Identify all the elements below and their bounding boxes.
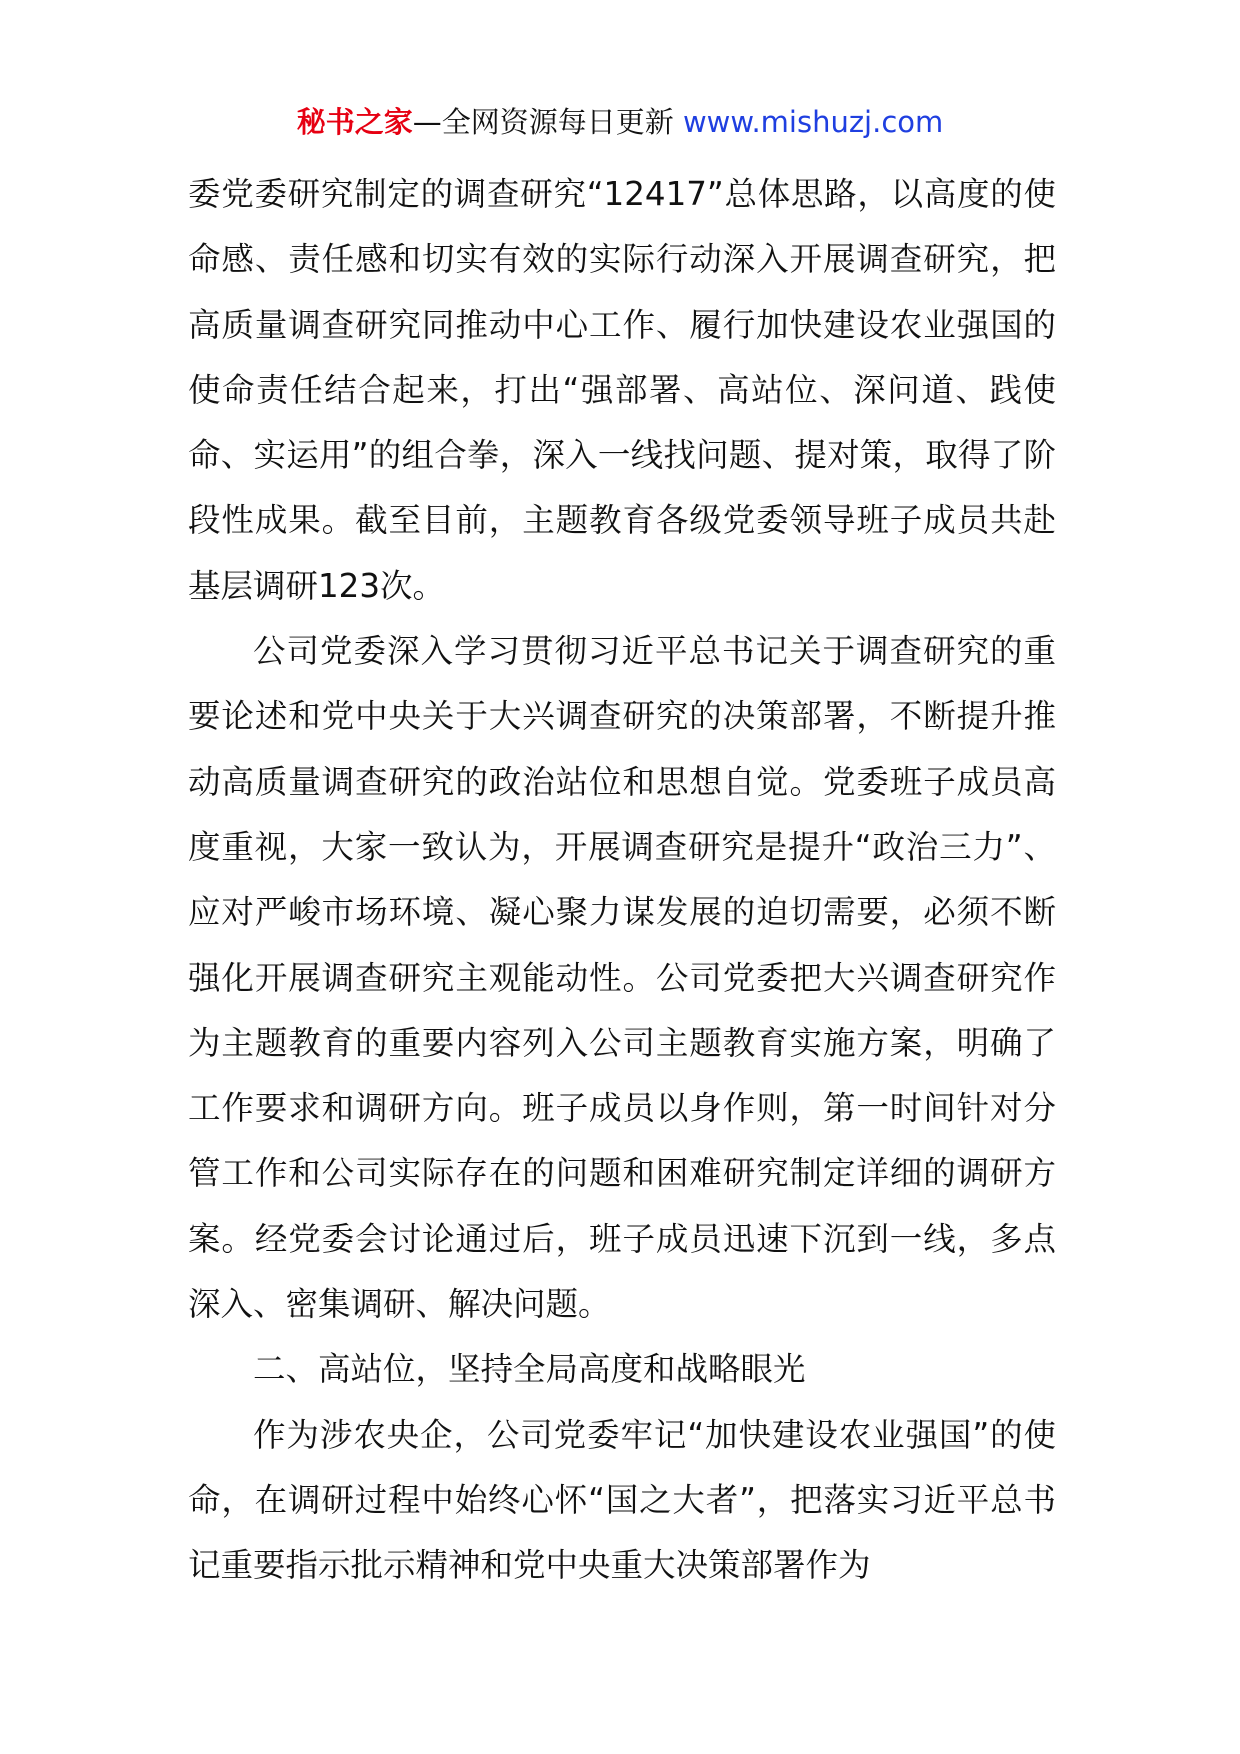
paragraph-party-committee: 公司党委深入学习贯彻习近平总书记关于调查研究的重要论述和党中央关于大兴调查研究的决策部署，不断提升推动高质量调查研究的政治站位和思想自觉。党委班子成员高度重视，大家一致认为，开展调查研究是提升“政治三力”、应对严峻市场环境、凝心聚力谋发展的迫切需要，必须不断强化开展调查研究主观能动性。公司党委把大兴调查研究作为主题教育的重要内容列入公司主题教育实施方案，明确了工作要求和调研方向。班子成员以身作则，第一时间针对分管工作和公司实际存在的问题和困难研究制定详细的调研方案。经党委会讨论通过后，班子成员迅速下沉到一线，多点深入、密集调研、解决问题。	[188, 632, 1056, 1324]
paragraph-central-enterprise: 作为涉农央企，公司党委牢记“加快建设农业强国”的使命，在调研过程中始终心怀“国之大者”，把落实习近平总书记重要指示批示精神和党中央重大决策部署作为	[188, 1415, 1056, 1585]
brand-name: 秘书之家	[296, 105, 413, 139]
section-heading: 二、高站位，坚持全局高度和战略眼光	[253, 1350, 806, 1389]
document-body	[188, 162, 1056, 1599]
website-link[interactable]: www.mishuzj.com	[682, 105, 944, 139]
page-header	[0, 102, 1240, 142]
header-tagline: —全网资源每日更新	[412, 105, 674, 139]
paragraph-continuation: 委党委研究制定的调查研究“12417”总体思路，以高度的使命感、责任感和切实有效的实际行动深入开展调查研究，把高质量调查研究同推动中心工作、履行加快建设农业强国的使命责任结合起来，打出“强部署、高站位、深问道、践使命、实运用”的组合拳，深入一线找问题、提对策，取得了阶段性成果。截至目前，主题教育各级党委领导班子成员共赴基层调研123次。	[188, 175, 1056, 605]
